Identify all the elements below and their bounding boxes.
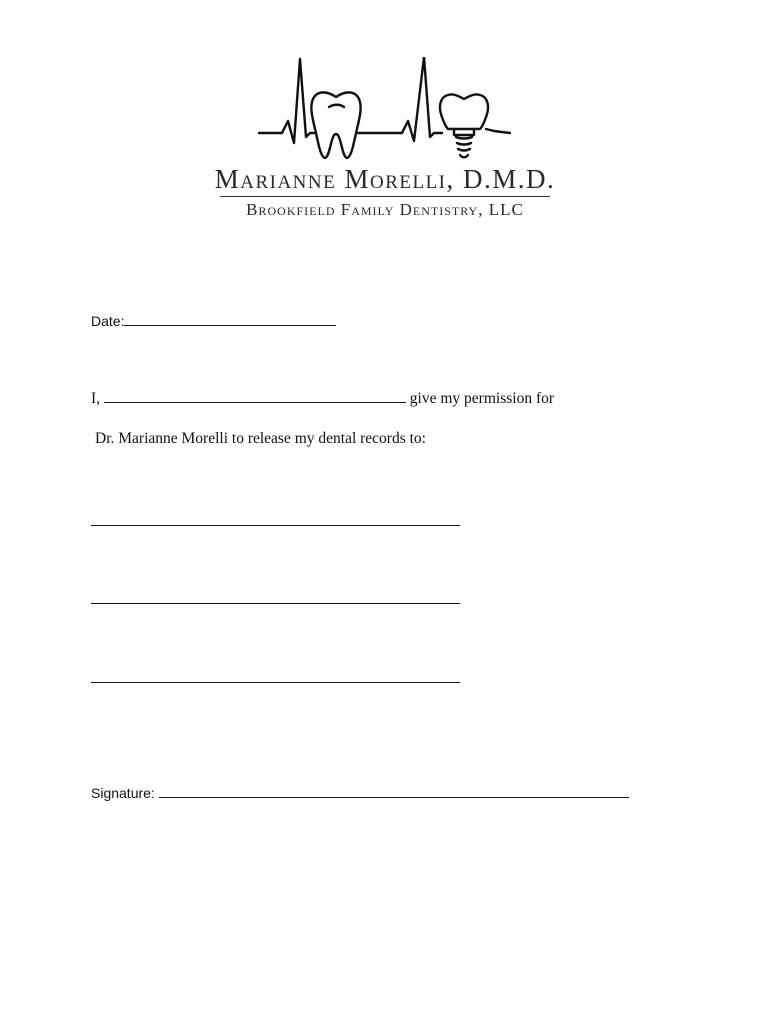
- practice-subtitle: Brookfield Family Dentistry, LLC: [246, 200, 524, 219]
- letterhead-divider: [220, 196, 550, 197]
- signature-field[interactable]: [159, 785, 629, 798]
- patient-name-field[interactable]: [104, 390, 406, 403]
- signature-row: [91, 784, 629, 802]
- permission-prefix: I,: [91, 390, 101, 407]
- tooth-heartbeat-logo: [254, 57, 516, 162]
- letterhead: [190, 52, 580, 232]
- date-field[interactable]: [124, 313, 336, 326]
- practice-name: Marianne Morelli, D.M.D.: [214, 164, 556, 194]
- date-label: Date:: [91, 313, 125, 329]
- permission-suffix: give my permission for: [409, 390, 555, 407]
- date-row: [91, 312, 336, 330]
- recipient-line-2[interactable]: [91, 603, 460, 604]
- recipient-line-1[interactable]: [91, 525, 460, 526]
- recipient-line-3[interactable]: [91, 682, 460, 683]
- permission-row: [91, 390, 554, 408]
- release-text: Dr. Marianne Morelli to release my dental records to:: [95, 430, 426, 447]
- signature-label: Signature:: [91, 785, 155, 801]
